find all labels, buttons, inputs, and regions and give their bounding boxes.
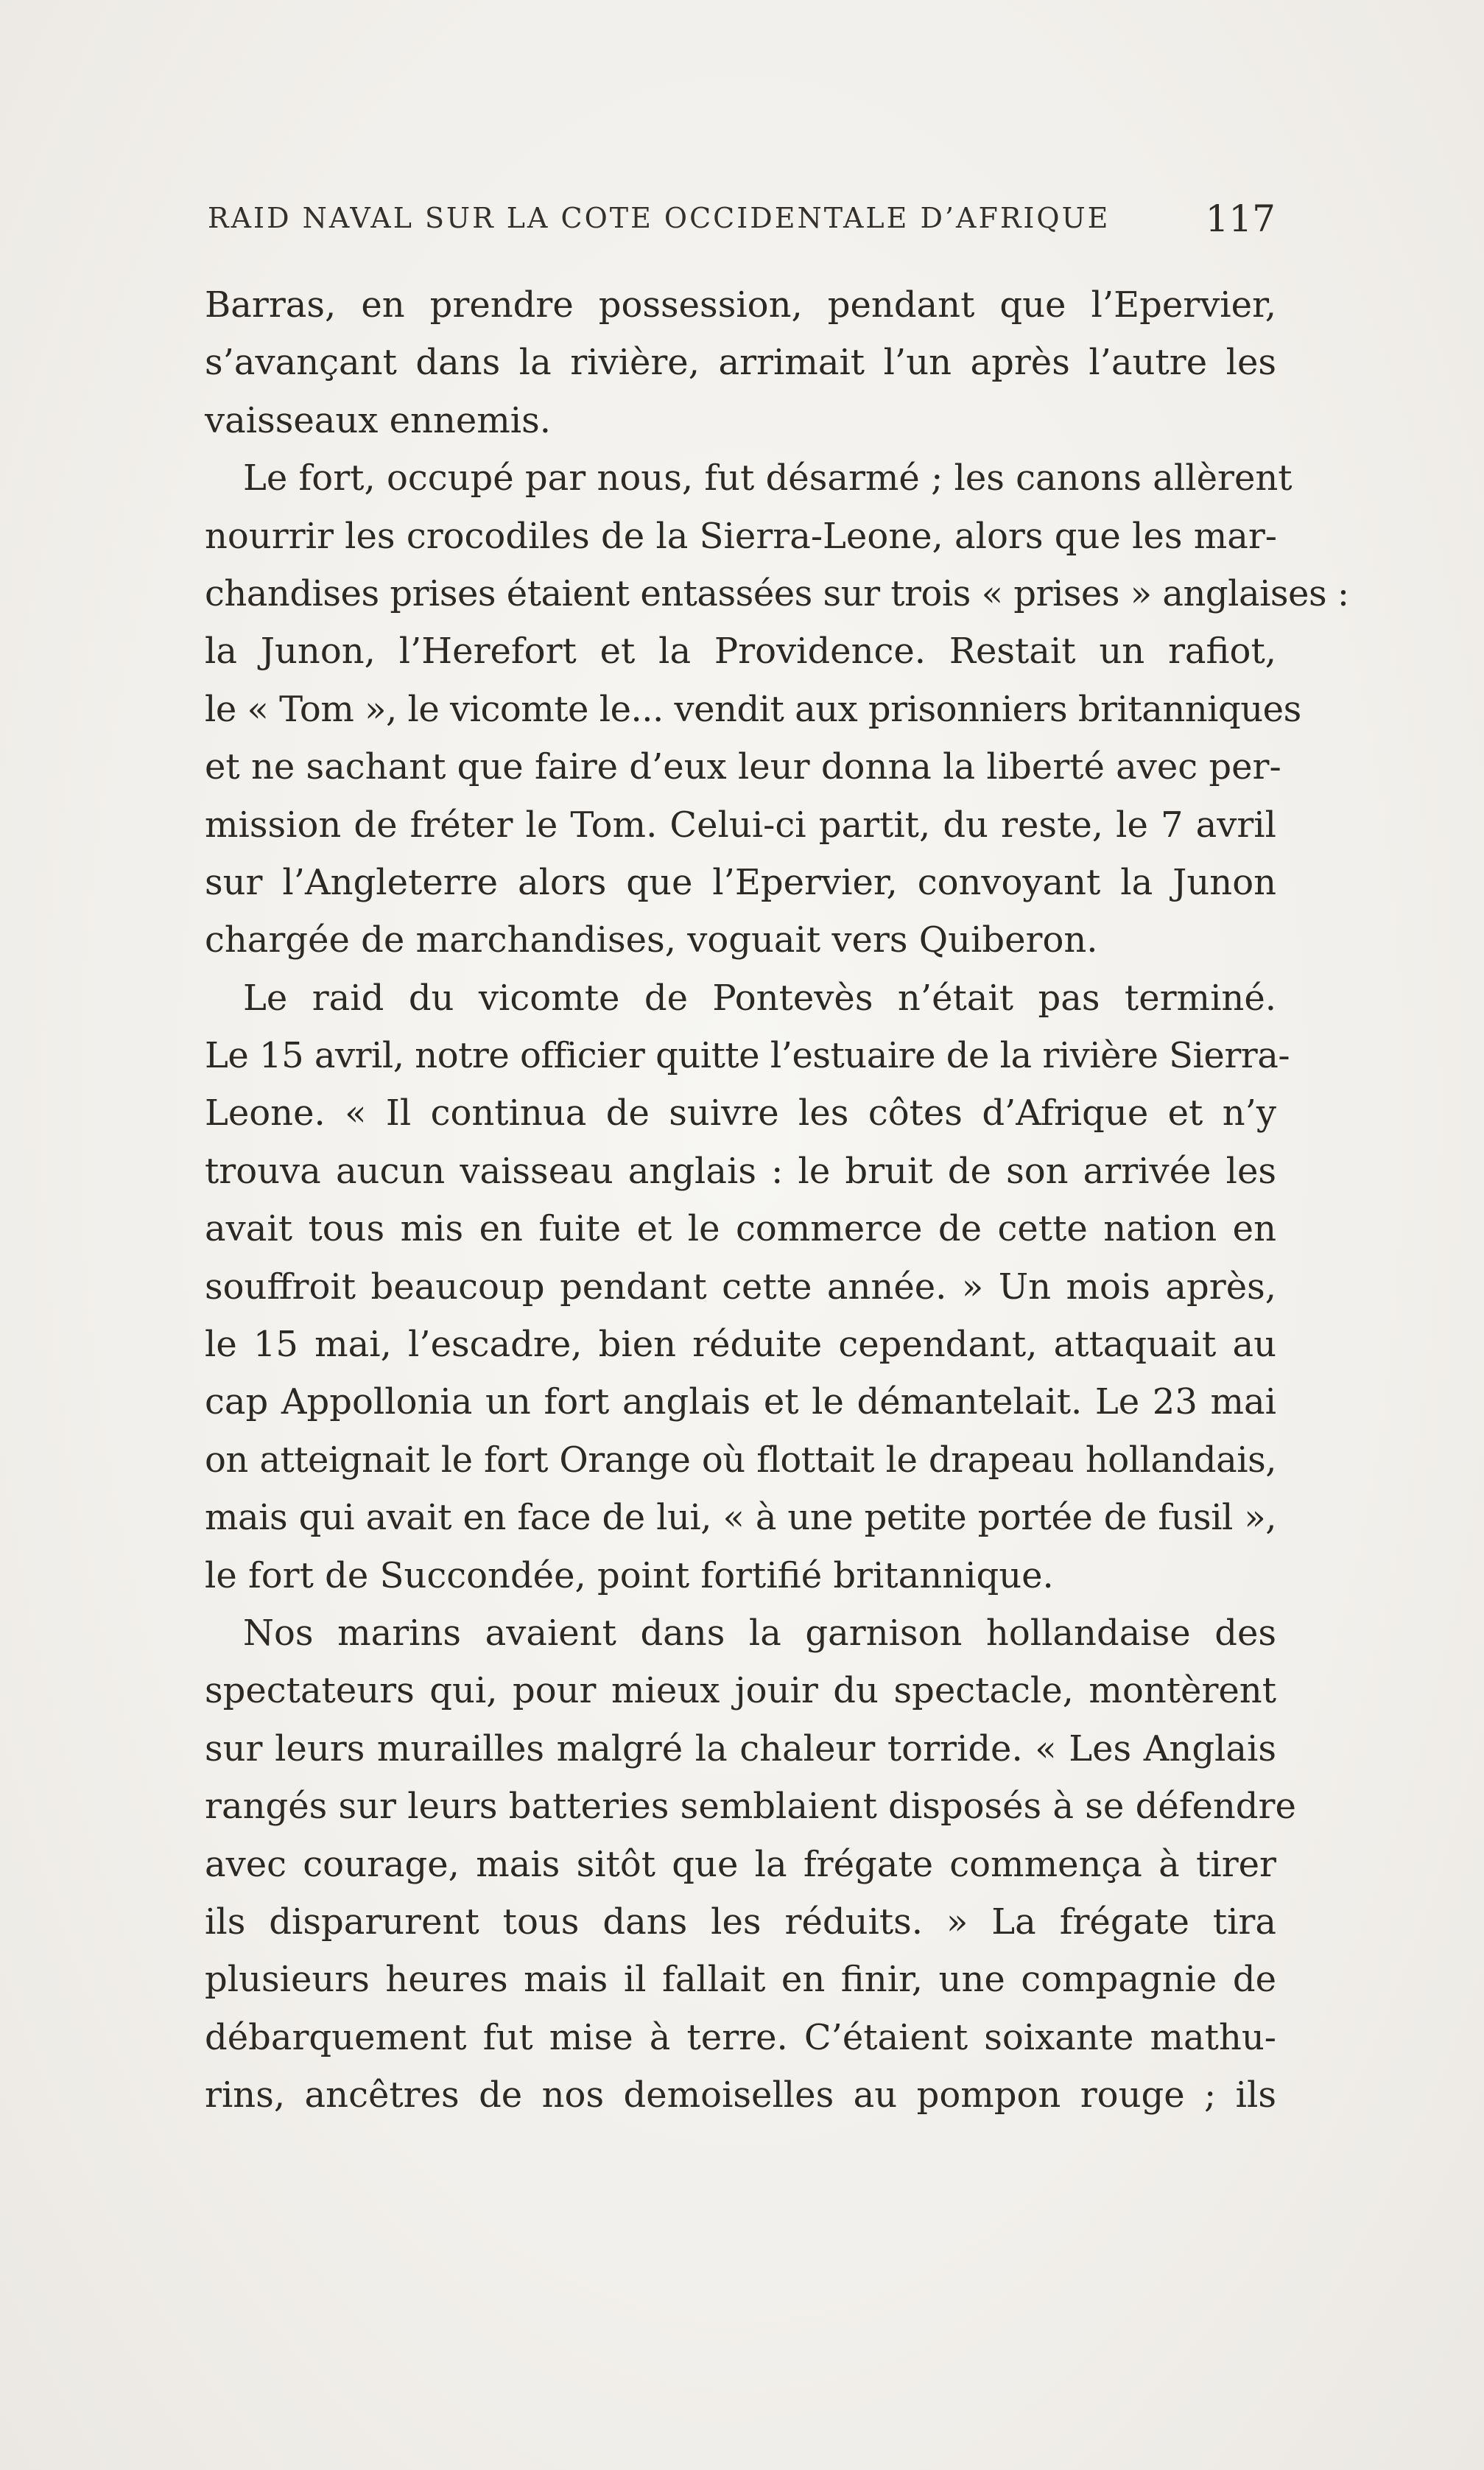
paragraph xyxy=(205,449,1349,969)
text-line: plusieurs heures mais il fallait en finir, une compagnie de xyxy=(205,1959,1276,2001)
text-line: sur l’Angleterre alors que l’Epervier, convoyant la Junon xyxy=(205,861,1276,903)
text-line: Barras, en prendre possession, pendant que l’Epervier, xyxy=(205,284,1276,326)
text-line: avait tous mis en fuite et le commerce de cette nation en xyxy=(205,1208,1276,1250)
text-line: et ne sachant que faire d’eux leur donna la liberté avec per- xyxy=(205,746,1281,788)
paragraph xyxy=(205,1604,1296,2125)
text-line: le « Tom », le vicomte le... vendit aux prisonniers britanniques xyxy=(205,688,1301,730)
text-line: spectateurs qui, pour mieux jouir du spectacle, montèrent xyxy=(205,1670,1276,1712)
text-line: on atteignait le fort Orange où flottait le drapeau hollandais, xyxy=(205,1439,1276,1481)
text-line: s’avançant dans la rivière, arrimait l’un après l’autre les xyxy=(205,342,1276,384)
running-title: RAID NAVAL SUR LA COTE OCCIDENTALE D’AFRIQUE xyxy=(208,202,1111,234)
text-line: vaisseaux ennemis. xyxy=(205,399,552,441)
text-line: ils disparurent tous dans les réduits. » La frégate tira xyxy=(205,1901,1276,1943)
page-number: 117 xyxy=(1205,197,1276,240)
text-line: rins, ancêtres de nos demoiselles au pompon rouge ; ils xyxy=(205,2074,1276,2116)
text-line: débarquement fut mise à terre. C’étaient soixante mathu- xyxy=(205,2016,1276,2058)
text-line: Le raid du vicomte de Pontevès n’était pas terminé. xyxy=(243,977,1276,1019)
text-line: le fort de Succondée, point fortifié britannique. xyxy=(205,1554,1054,1596)
text-line: trouva aucun vaisseau anglais : le bruit de son arrivée les xyxy=(205,1150,1276,1192)
text-line: sur leurs murailles malgré la chaleur torride. « Les Anglais xyxy=(205,1727,1276,1769)
text-line: cap Appollonia un fort anglais et le démantelait. Le 23 mai xyxy=(205,1381,1276,1423)
text-line: Le 15 avril, notre officier quitte l’estuaire de la rivière Sierra- xyxy=(205,1035,1290,1077)
body-text xyxy=(205,276,1349,2125)
text-line: chargée de marchandises, voguait vers Quiberon. xyxy=(205,919,1098,961)
text-line: Leone. « Il continua de suivre les côtes d’Afrique et n’y xyxy=(205,1092,1276,1134)
text-line: le 15 mai, l’escadre, bien réduite cependant, attaquait au xyxy=(205,1324,1276,1366)
text-line: Nos marins avaient dans la garnison hollandaise des xyxy=(243,1612,1276,1654)
text-line: rangés sur leurs batteries semblaient disposés à se défendre xyxy=(205,1786,1296,1828)
text-line: avec courage, mais sitôt que la frégate commença à tirer xyxy=(205,1843,1276,1885)
paragraph xyxy=(205,276,1276,449)
text-line: la Junon, l’Herefort et la Providence. Restait un rafiot, xyxy=(205,631,1276,673)
paragraph xyxy=(205,969,1290,1604)
text-line: nourrir les crocodiles de la Sierra-Leone, alors que les mar- xyxy=(205,515,1278,557)
text-line: chandises prises étaient entassées sur trois « prises » anglaises : xyxy=(205,572,1349,614)
text-line: mais qui avait en face de lui, « à une petite portée de fusil », xyxy=(205,1497,1276,1539)
text-line: mission de fréter le Tom. Celui-ci partit, du reste, le 7 avril xyxy=(205,804,1276,846)
page-header xyxy=(208,197,1276,242)
text-line: Le fort, occupé par nous, fut désarmé ; les canons allèrent xyxy=(243,457,1293,499)
text-line: souffroit beaucoup pendant cette année. » Un mois après, xyxy=(205,1266,1276,1308)
